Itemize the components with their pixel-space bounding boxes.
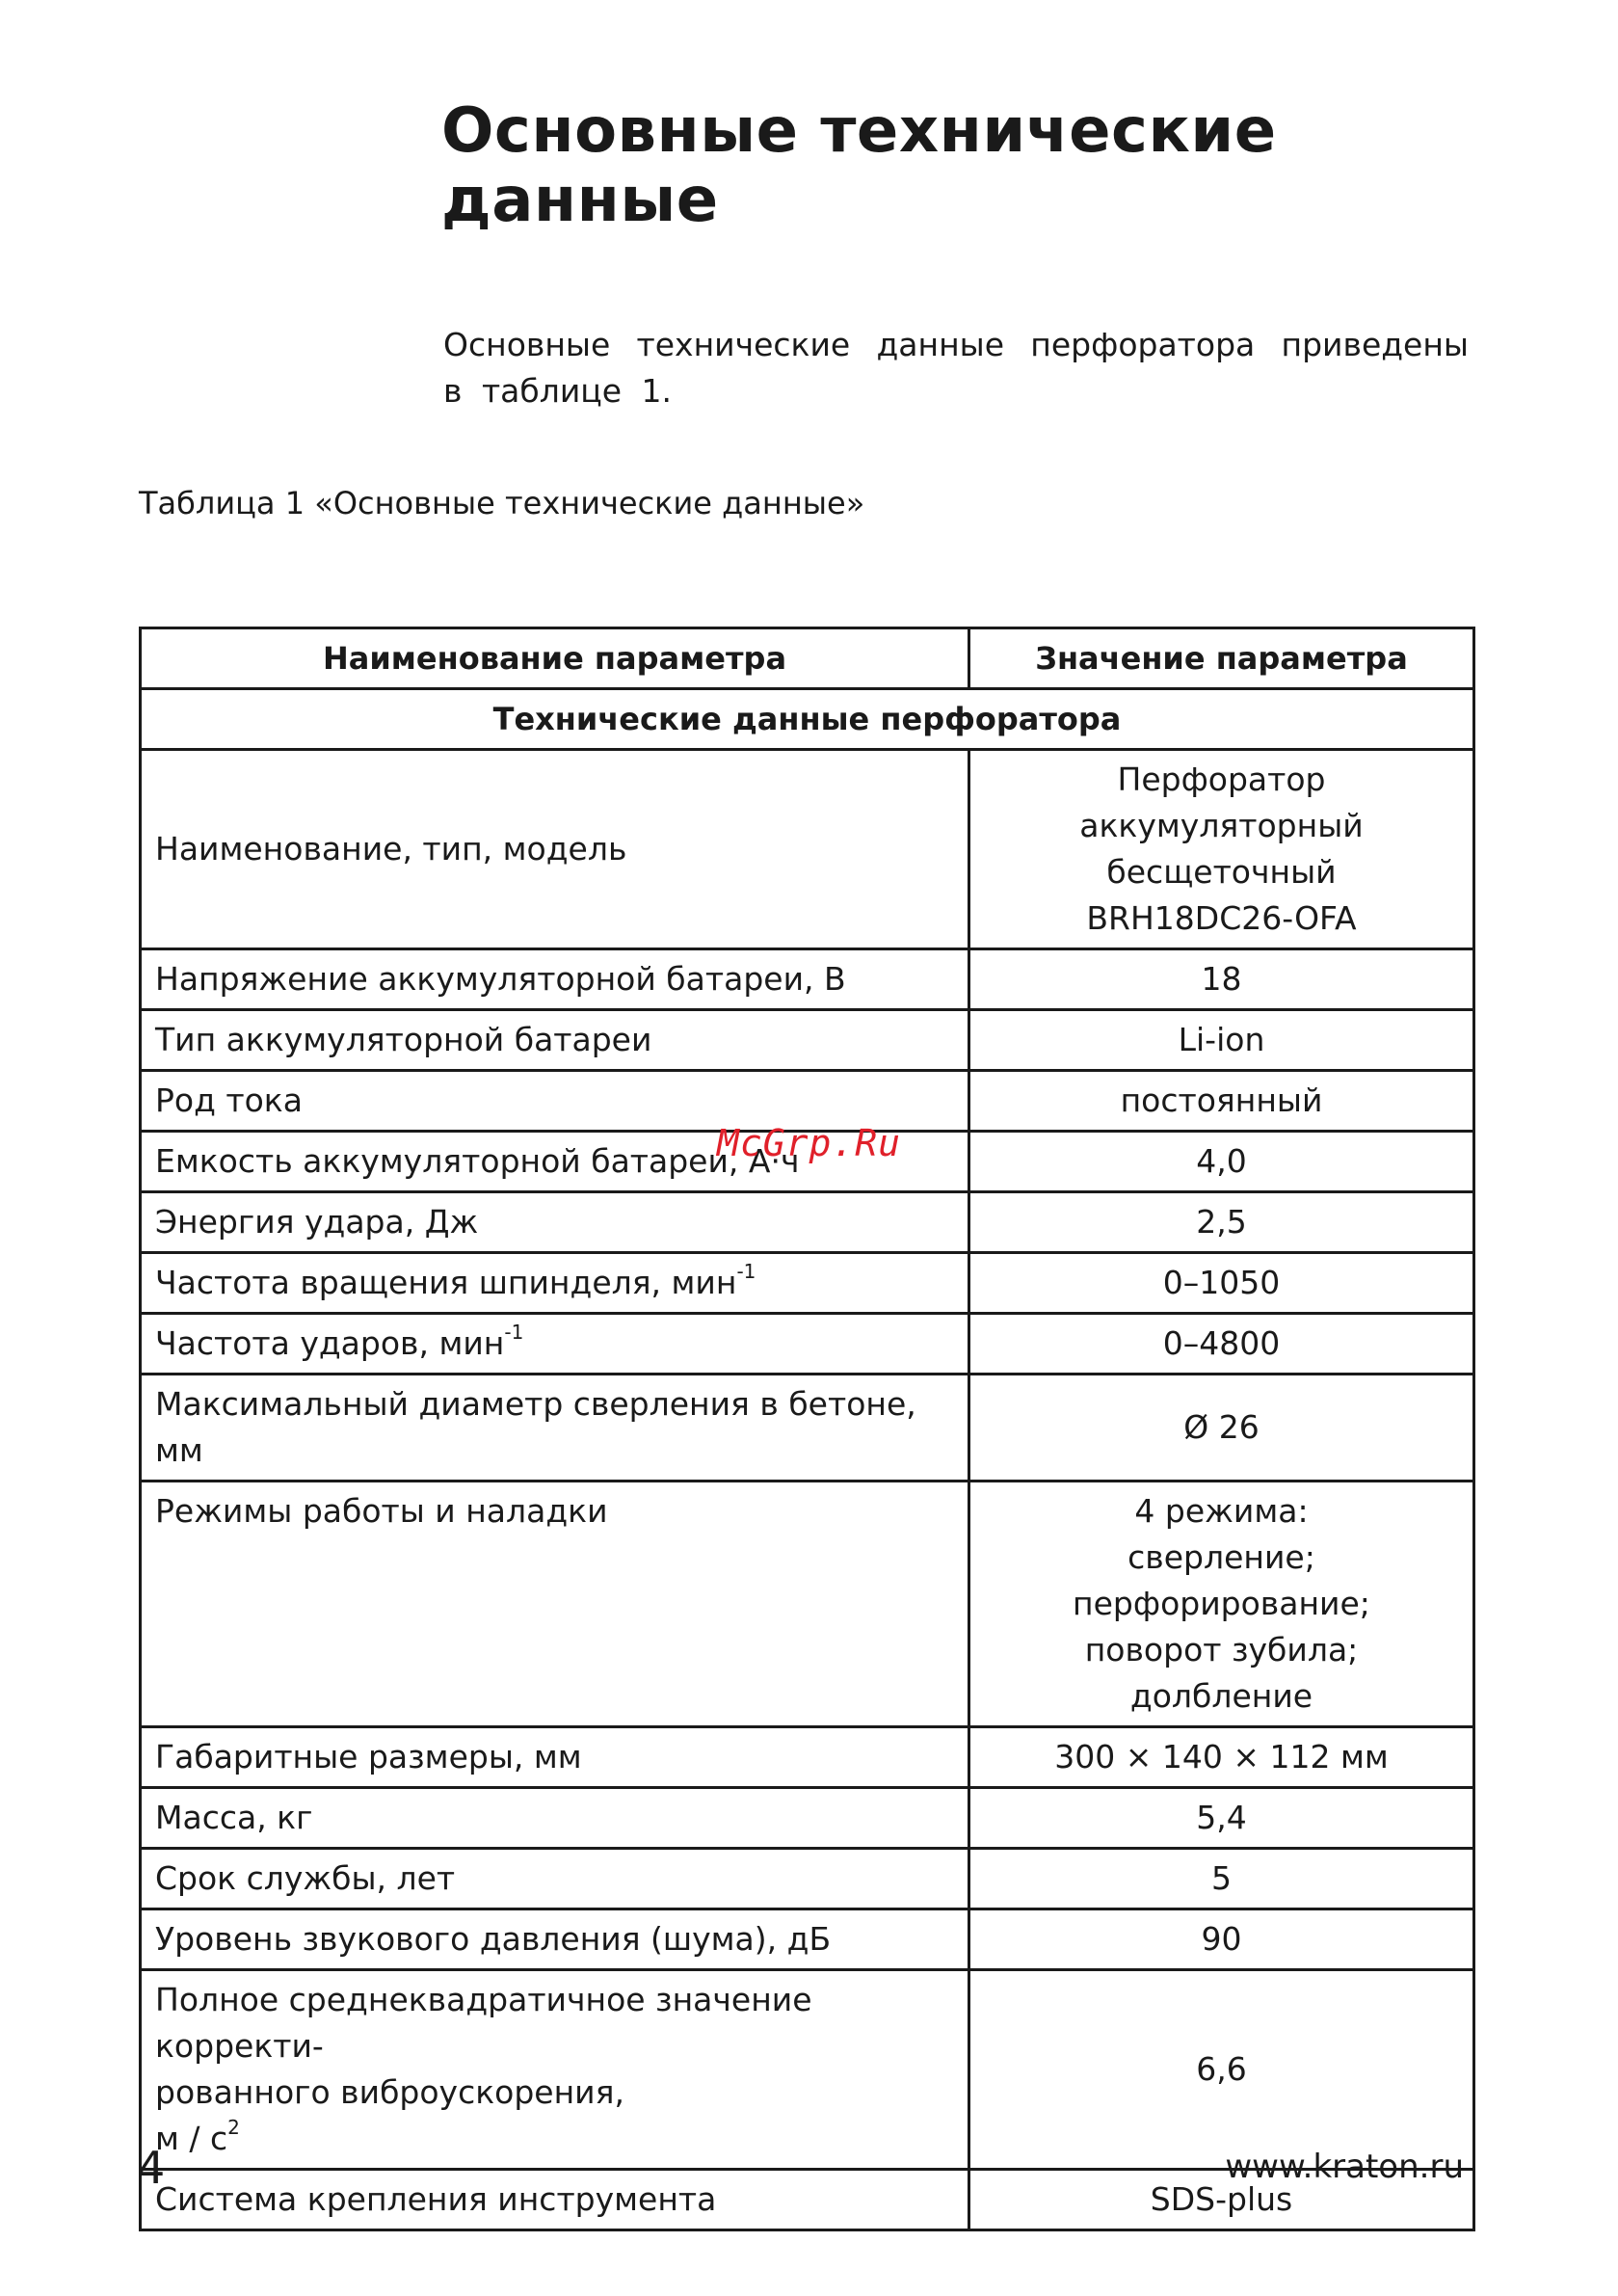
row-value: Ø 26 (969, 1375, 1474, 1482)
row-value: 6,6 (969, 1970, 1474, 2170)
page-title (441, 96, 1277, 235)
row-value: Li-ion (969, 1010, 1474, 1071)
row-name (141, 1314, 969, 1375)
row-value (969, 1482, 1474, 1727)
row-name-superscript: 2 (227, 2116, 240, 2139)
table-row (141, 1909, 1474, 1970)
row-name: Габаритные размеры, мм (141, 1727, 969, 1788)
row-name: Уровень звукового давления (шума), дБ (141, 1909, 969, 1970)
table-row (141, 1727, 1474, 1788)
row-value-line: 4 режима: (1134, 1492, 1309, 1530)
table-row (141, 1314, 1474, 1375)
table-row (141, 949, 1474, 1010)
row-name-text: Частота вращения шпинделя, мин (155, 1264, 737, 1301)
table-row (141, 1375, 1474, 1482)
row-name: Наименование, тип, модель (141, 750, 969, 949)
table-row (141, 1010, 1474, 1071)
row-name-superscript: -1 (736, 1260, 756, 1283)
row-name-line: Полное среднеквадратичное значение корректи- (155, 1981, 812, 2065)
row-value: 0–4800 (969, 1314, 1474, 1375)
row-value-line: Перфоратор аккумуляторный (1079, 761, 1364, 844)
spec-table (139, 627, 1475, 2231)
website-link[interactable]: www.kraton.ru (1225, 2148, 1464, 2186)
row-value: 90 (969, 1909, 1474, 1970)
table-row (141, 1253, 1474, 1314)
row-name-text: Частота ударов, мин (155, 1324, 505, 1362)
header-parameter-name: Наименование параметра (141, 628, 969, 689)
row-name: Масса, кг (141, 1788, 969, 1849)
row-value: 300 × 140 × 112 мм (969, 1727, 1474, 1788)
row-value-line: поворот зубила; (1084, 1631, 1359, 1669)
intro-paragraph: Основные технические данные перфоратора приведены в таблице 1. (443, 326, 1469, 410)
section-title: Технические данные перфоратора (141, 689, 1474, 750)
row-value: 5 (969, 1849, 1474, 1909)
row-value: 2,5 (969, 1192, 1474, 1253)
row-name-line (155, 2116, 954, 2162)
row-value (969, 750, 1474, 949)
row-name: Срок службы, лет (141, 1849, 969, 1909)
row-name: Максимальный диаметр сверления в бетоне, мм (141, 1375, 969, 1482)
row-value-line: сверление; (1127, 1538, 1315, 1576)
row-name (141, 1253, 969, 1314)
table-row (141, 1482, 1474, 1727)
row-value: 4,0 (969, 1132, 1474, 1192)
table-row (141, 750, 1474, 949)
table-row (141, 1970, 1474, 2170)
table-section-row (141, 689, 1474, 750)
row-name-text: м / с (155, 2120, 228, 2157)
row-name: Напряжение аккумуляторной батареи, В (141, 949, 969, 1010)
watermark: McGrp.Ru (717, 1122, 902, 1164)
row-value: постоянный (969, 1071, 1474, 1132)
page-title-line-1: Основные технические (441, 95, 1277, 167)
header-parameter-value: Значение параметра (969, 628, 1474, 689)
row-value-line: BRH18DC26-OFA (1086, 899, 1357, 937)
table-row (141, 1192, 1474, 1253)
row-name-line: рованного виброускорения, (155, 2073, 624, 2111)
row-value-line: перфорирование; (1073, 1585, 1370, 1622)
row-name: Род тока (141, 1071, 969, 1132)
row-name: Емкость аккумуляторной батареи, А·ч (141, 1132, 969, 1192)
page-number: 4 (137, 2142, 166, 2194)
row-value: 18 (969, 949, 1474, 1010)
row-name: Система крепления инструмента (141, 2170, 969, 2230)
table-row (141, 1849, 1474, 1909)
row-name: Энергия удара, Дж (141, 1192, 969, 1253)
row-value: SDS-plus (969, 2170, 1474, 2230)
row-name-superscript: -1 (504, 1321, 524, 1344)
row-value-line: долбление (1129, 1677, 1313, 1715)
row-value-line: бесщеточный (1106, 853, 1337, 891)
table-caption: Таблица 1 «Основные технические данные» (139, 485, 865, 521)
row-name (141, 1970, 969, 2170)
page-title-line-2: данные (441, 165, 719, 236)
row-name: Тип аккумуляторной батареи (141, 1010, 969, 1071)
row-name: Режимы работы и наладки (141, 1482, 969, 1727)
row-value: 0–1050 (969, 1253, 1474, 1314)
table-header-row (141, 628, 1474, 689)
table-row (141, 1788, 1474, 1849)
row-value: 5,4 (969, 1788, 1474, 1849)
